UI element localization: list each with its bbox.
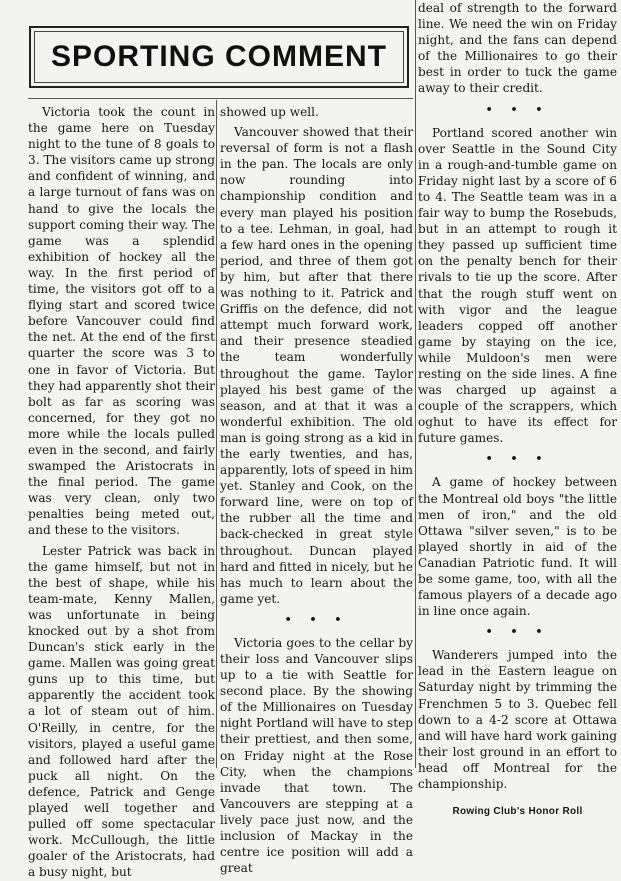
section-separator: • • • [485, 452, 550, 466]
article-continuation: showed up well. [220, 105, 319, 119]
header-box [29, 26, 409, 88]
section-separator: • • • [485, 625, 550, 639]
article-paragraph: Victoria goes to the cellar by their loss and Vancouver slips up to a tie with Seattle for second place. By the showing of the Millionaires on Tuesday night Portland will have to step their prettiest, and then some, on Friday night at the Rose City, when the champions invade that town. The Vancouvers are stepping at a lively pace just now, and the inclusion of Mackay in the centre ice position will add a great [220, 635, 413, 876]
next-article-heading: Rowing Club's Honor Roll [452, 806, 583, 818]
column-rule-2 [415, 0, 416, 768]
article-paragraph: Wanderers jumped into the lead in the Eastern league on Saturday night by trimming the Frenchmen 5 to 3. Quebec fell down to a 4-2 score at Ottawa and will have hard work gaining their lost ground in an effort to head off Montreal for the championship. [418, 648, 617, 792]
page-title: SPORTING COMMENT [51, 40, 387, 73]
article-paragraph: Lester Patrick was back in the game himself, but not in the best of shape, while his team-mate, Kenny Mallen, was unfortunate in being knocked out by a shot from Duncan's stick early in the game. Mallen was going great guns up to this time, but apparently the accident took a lot of steam out of him. O'Reilly, in centre, for the visitors, played a useful game and followed hard after the puck all night. On the defence, Patrick and Genge played well together and pulled off some spectacular work. McCullough, the little goaler of the Aristocrats, had a busy night, but [28, 543, 215, 880]
article-paragraph: Victoria took the count in the game here on Tuesday night to the tune of 8 goals to 3. The visitors came up strong and confident of winning, and a large turnout of fans was on hand to give the locals the support coming their way. The game was a splendid exhibition of hockey all the way. In the first period of time, the visitors got off to a flying start and scored twice before Vancouver could find the net. At the end of the first quarter the score was 3 to one in favor of Victoria. But they had apparently shot their bolt as far as scoring was concerned, for they got no more while the locals pulled even in the second, and fairly swamped the Aristocrats in the final period. The game was very clean, only two penalties being meted out, and these to the visitors. [28, 105, 215, 538]
section-separator: • • • [284, 612, 349, 626]
column-c [418, 0, 617, 820]
article-paragraph: Portland scored another win over Seattle in the Sound City in a rough-and-tumble game on Friday night last by a score of 6 to 4. The Seattle team was in a fair way to bump the Rosebuds, but in an attempt to rough it they passed up sufficient time on the penalty bench for their rivals to tie up the score. After that the rough stuff went on with vigor and the league leaders copped off another game by staying on the ice, while Muldoon's men were resting on the side lines. A fine was charged up against a couple of the scrappers, which oghut to have its effect for future games. [418, 125, 617, 446]
header-rule [28, 98, 413, 99]
article-continuation: deal of strength to the forward line. We need the win on Friday night, and the fans can depend of the Millionaires to go their best in order to tuck the game away to their credit. [418, 1, 617, 96]
article-paragraph: Vancouver showed that their reversal of form is not a flash in the pan. The locals are only now rounding into championship condition and every man played his position to a tee. Lehman, in goal, had a few hard ones in the opening period, and three of them got by him, but after that there was nothing to it. Patrick and Griffis on the defence, did not attempt much forward work, and their presence steadied the team wonderfully throughout the game. Taylor played his best game of the season, and at that it was a wonderful exhibition. The old man is going strong as a kid in the early twenties, and has, apparently, lots of speed in him yet. Stanley and Cook, on the forward line, were on top of the rubber all the time and back-checked in great style throughout. Duncan played hard and fitted in nicely, but he has much to learn about the game yet. [220, 125, 413, 606]
column-a [28, 104, 215, 881]
column-b [220, 104, 413, 876]
article-paragraph: A game of hockey between the Montreal old boys "the little men of iron," and the old Ottawa "silver seven," is to be played shortly in aid of the Canadian Patriotic fund. It will be some game, too, with all the famous players of a decade ago in line once again. [418, 475, 617, 619]
column-rule-1 [216, 100, 217, 768]
section-separator: • • • [485, 102, 550, 116]
